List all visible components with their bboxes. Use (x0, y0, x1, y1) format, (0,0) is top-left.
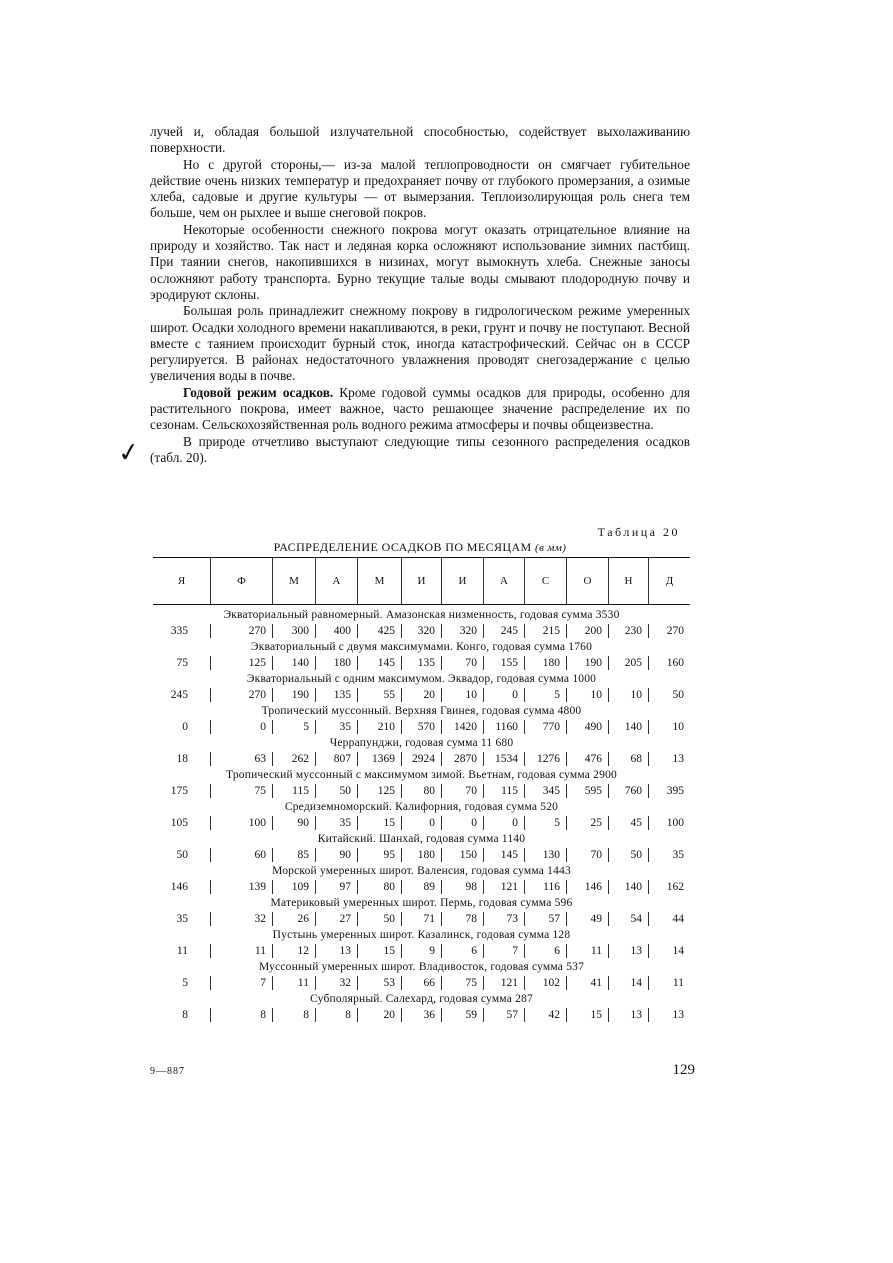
table-cell: 66 (402, 976, 442, 990)
month-header: Ф (211, 558, 273, 604)
table-cell: 12 (273, 944, 316, 958)
table-cell: 32 (211, 912, 273, 926)
table-cell: 807 (316, 752, 358, 766)
paragraph-text: Но с другой стороны,— из-за малой теплопроводности он смягчает губительное действие очень низких температур и предохраняет почву от глубокого промерзания, а озимые хлеба, садовые и другие культуры — от вымерзания. Теплоизолирующая роль снега тем больше, чем он рыхлее и выше снеговой покров. (150, 156, 690, 221)
table-cell: 14 (672, 945, 684, 957)
table-cell: 78 (442, 912, 484, 926)
margin-check-mark: ✓ (116, 436, 142, 470)
table-cell: 395 (666, 785, 684, 797)
month-header: И (442, 558, 484, 604)
table-cell: 57 (525, 912, 567, 926)
table-cell: 13 (609, 944, 649, 958)
table-cell: 50 (609, 848, 649, 862)
table-cell: 146 (567, 880, 609, 894)
paragraph-text: лучей и, обладая большой излучательной способностью, содействует выхолаживанию поверхности. (150, 124, 690, 156)
page-number: 129 (672, 1062, 695, 1078)
table-cell: 180 (402, 848, 442, 862)
table-cell: 85 (273, 848, 316, 862)
table-cell: 109 (273, 880, 316, 894)
table-cell: 20 (358, 1008, 402, 1022)
table-cell: 10 (567, 688, 609, 702)
table-cell: 54 (609, 912, 649, 926)
month-header: И (402, 558, 442, 604)
table-cell: 760 (609, 784, 649, 798)
table-cell: 13 (672, 753, 684, 765)
table-cell: 0 (153, 720, 211, 734)
table-title (150, 540, 690, 555)
table-cell: 146 (153, 880, 211, 894)
table-cell: 116 (525, 880, 567, 894)
table-cell: 139 (211, 880, 273, 894)
table-cell: 100 (211, 816, 273, 830)
table-cell: 89 (402, 880, 442, 894)
table-cell: 245 (484, 624, 525, 638)
table-cell: 35 (316, 720, 358, 734)
month-header: А (484, 558, 525, 604)
table-cell: 59 (442, 1008, 484, 1022)
table-cell: 140 (273, 656, 316, 670)
month-header: Д (665, 575, 674, 587)
table-cell: 1160 (484, 720, 525, 734)
table-cell: 0 (484, 688, 525, 702)
paragraph (150, 434, 690, 467)
table-cell: 75 (442, 976, 484, 990)
table-cell: 57 (484, 1008, 525, 1022)
table-cell: 270 (211, 688, 273, 702)
table-cell: 425 (358, 624, 402, 638)
month-header: М (358, 558, 402, 604)
table-cell: 8 (273, 1008, 316, 1022)
table-cell: 8 (316, 1008, 358, 1022)
table-cell: 2924 (402, 752, 442, 766)
table-row (153, 975, 690, 992)
table-number-label: Таблица 20 (597, 525, 680, 539)
table-row (153, 719, 690, 736)
table-cell: 95 (358, 848, 402, 862)
table-cell: 26 (273, 912, 316, 926)
paragraph-text: В природе отчетливо выступают следующие типы сезонного распределения осадков (табл. 20). (150, 433, 690, 465)
table-row (153, 1007, 690, 1024)
month-header: М (273, 558, 316, 604)
body-text (150, 124, 690, 466)
table-cell: 121 (484, 976, 525, 990)
table-title-text: РАСПРЕДЕЛЕНИЕ ОСАДКОВ ПО МЕСЯЦАМ (273, 540, 532, 554)
row-caption: Тропический муссонный. Верхняя Гвинея, годовая сумма 4800 (261, 705, 582, 717)
table-row (153, 751, 690, 768)
paragraph-text: Большая роль принадлежит снежному покрову в гидрологическом режиме умеренных широт. Осадки холодного времени накапливаются, в реки, грунт и почву не поступают. Весной вместе с таянием происходит бурный сток, иногда катастрофический. Сейчас он в СССР регулируется. В районах недостаточного увлажнения проводят снегозадержание с целью увеличения воды в почве. (150, 303, 690, 384)
table-header-row (153, 557, 690, 605)
table-cell: 160 (666, 657, 684, 669)
table-row (153, 623, 690, 640)
table-cell: 150 (442, 848, 484, 862)
table-cell: 345 (525, 784, 567, 798)
table-cell: 68 (609, 752, 649, 766)
table-cell: 200 (567, 624, 609, 638)
table-cell: 115 (484, 784, 525, 798)
row-caption: Морской умеренных широт. Валенсия, годовая сумма 1443 (272, 865, 571, 877)
table-cell: 1369 (358, 752, 402, 766)
month-header: А (316, 558, 358, 604)
table-cell: 70 (442, 656, 484, 670)
table-cell: 15 (567, 1008, 609, 1022)
table-cell: 11 (672, 977, 684, 989)
table-cell: 50 (316, 784, 358, 798)
table-cell: 140 (609, 880, 649, 894)
table-cell: 50 (672, 689, 684, 701)
table-cell: 320 (442, 624, 484, 638)
table-cell: 5 (525, 688, 567, 702)
table-cell: 8 (153, 1008, 211, 1022)
table-cell: 0 (442, 816, 484, 830)
table-cell: 6 (525, 944, 567, 958)
table-cell: 36 (402, 1008, 442, 1022)
table-row (153, 655, 690, 672)
table-cell: 1420 (442, 720, 484, 734)
table-cell: 175 (153, 784, 211, 798)
table-cell: 7 (484, 944, 525, 958)
table-cell: 15 (358, 944, 402, 958)
precipitation-table (153, 557, 690, 1024)
table-cell: 70 (442, 784, 484, 798)
table-cell: 75 (211, 784, 273, 798)
row-caption: Экваториальный с двумя максимумами. Конго, годовая сумма 1760 (250, 641, 593, 653)
table-row (153, 815, 690, 832)
table-cell: 180 (525, 656, 567, 670)
table-body (153, 605, 690, 1024)
table-cell: 71 (402, 912, 442, 926)
table-row (153, 879, 690, 896)
table-cell: 25 (567, 816, 609, 830)
table-cell: 18 (153, 752, 211, 766)
table-cell: 0 (484, 816, 525, 830)
table-cell: 50 (358, 912, 402, 926)
table-cell: 13 (672, 1009, 684, 1021)
table-cell: 98 (442, 880, 484, 894)
table-cell: 55 (358, 688, 402, 702)
table-cell: 90 (273, 816, 316, 830)
table-cell: 5 (273, 720, 316, 734)
table-cell: 245 (153, 688, 211, 702)
table-cell: 75 (153, 656, 211, 670)
table-cell: 125 (358, 784, 402, 798)
table-cell: 125 (211, 656, 273, 670)
row-caption: Материковый умеренных широт. Пермь, годовая сумма 596 (270, 897, 573, 909)
table-cell: 11 (211, 944, 273, 958)
row-caption: Субполярный. Салехард, годовая сумма 287 (310, 993, 533, 1005)
row-caption: Экваториальный равномерный. Амазонская низменность, годовая сумма 3530 (223, 609, 620, 621)
table-cell: 5 (153, 976, 211, 990)
table-cell: 180 (316, 656, 358, 670)
month-header: О (567, 558, 609, 604)
table-cell: 0 (211, 720, 273, 734)
row-caption: Черрапунджи, годовая сумма 11 680 (329, 737, 514, 749)
table-cell: 115 (273, 784, 316, 798)
table-cell: 400 (316, 624, 358, 638)
table-cell: 11 (567, 944, 609, 958)
table-cell: 145 (358, 656, 402, 670)
table-cell: 100 (666, 817, 684, 829)
table-cell: 97 (316, 880, 358, 894)
paragraph-text: Некоторые особенности снежного покрова могут оказать отрицательное влияние на природу и хозяйство. Так наст и ледяная корка осложняют использование зимних пастбищ. При таянии снегов, накопившихся в низинах, могут вымокнуть хлеба. Снежные заносы осложняют работу транспорта. Бурно текущие талые воды смывают плодородную почву и эродируют склоны. (150, 221, 690, 302)
row-caption: Пустынь умеренных широт. Казалинск, годовая сумма 128 (272, 929, 571, 941)
table-cell: 35 (672, 849, 684, 861)
table-cell: 140 (609, 720, 649, 734)
table-cell: 60 (211, 848, 273, 862)
table-cell: 145 (484, 848, 525, 862)
table-cell: 5 (525, 816, 567, 830)
table-cell: 27 (316, 912, 358, 926)
table-row (153, 783, 690, 800)
table-cell: 42 (525, 1008, 567, 1022)
paragraph (150, 124, 690, 157)
table-cell: 210 (358, 720, 402, 734)
table-cell: 102 (525, 976, 567, 990)
table-cell: 215 (525, 624, 567, 638)
table-cell: 90 (316, 848, 358, 862)
table-cell: 41 (567, 976, 609, 990)
table-cell: 105 (153, 816, 211, 830)
table-cell: 13 (609, 1008, 649, 1022)
table-cell: 6 (442, 944, 484, 958)
table-cell: 44 (672, 913, 684, 925)
table-cell: 162 (666, 881, 684, 893)
table-cell: 35 (153, 912, 211, 926)
paragraph (150, 303, 690, 384)
table-cell: 49 (567, 912, 609, 926)
table-cell: 0 (402, 816, 442, 830)
row-caption: Тропический муссонный с максимумом зимой. Вьетнам, годовая сумма 2900 (226, 769, 617, 781)
paragraph-text: Кроме годовой суммы осадков для природы, особенно для растительного покрова, имеет важное, часто решающее значение распределение их по сезонам. Сельскохозяйственная роль водного режима атмосферы и почвы общеизвестна. (150, 384, 690, 433)
table-cell: 10 (442, 688, 484, 702)
month-header: Н (609, 558, 649, 604)
table-cell: 190 (273, 688, 316, 702)
row-caption: Муссонный умеренных широт. Владивосток, годовая сумма 537 (258, 961, 585, 973)
table-cell: 155 (484, 656, 525, 670)
table-cell: 320 (402, 624, 442, 638)
table-title-unit: (в мм) (535, 542, 567, 554)
table-cell: 490 (567, 720, 609, 734)
table-cell: 53 (358, 976, 402, 990)
month-header: Я (153, 558, 211, 604)
table-cell: 230 (609, 624, 649, 638)
table-cell: 476 (567, 752, 609, 766)
table-cell: 135 (316, 688, 358, 702)
table-cell: 10 (609, 688, 649, 702)
row-caption: Средиземноморский. Калифорния, годовая сумма 520 (284, 801, 559, 813)
table-cell: 300 (273, 624, 316, 638)
table-cell: 80 (402, 784, 442, 798)
row-caption: Китайский. Шанхай, годовая сумма 1140 (317, 833, 526, 845)
table-cell: 570 (402, 720, 442, 734)
table-row (153, 687, 690, 704)
table-cell: 11 (153, 944, 211, 958)
table-cell: 13 (316, 944, 358, 958)
printer-signature: 9—887 (150, 1066, 185, 1077)
table-cell: 10 (672, 721, 684, 733)
table-cell: 63 (211, 752, 273, 766)
table-cell: 8 (211, 1008, 273, 1022)
table-cell: 15 (358, 816, 402, 830)
table-cell: 2870 (442, 752, 484, 766)
paragraph (150, 222, 690, 303)
table-cell: 11 (273, 976, 316, 990)
table-cell: 20 (402, 688, 442, 702)
table-cell: 45 (609, 816, 649, 830)
table-cell: 130 (525, 848, 567, 862)
table-cell: 50 (153, 848, 211, 862)
table-cell: 770 (525, 720, 567, 734)
row-caption: Экваториальный с одним максимумом. Эквадор, годовая сумма 1000 (246, 673, 597, 685)
table-cell: 7 (211, 976, 273, 990)
table-cell: 1276 (525, 752, 567, 766)
table-cell: 270 (211, 624, 273, 638)
table-cell: 73 (484, 912, 525, 926)
table-cell: 9 (402, 944, 442, 958)
table-row (153, 847, 690, 864)
table-cell: 35 (316, 816, 358, 830)
table-cell: 190 (567, 656, 609, 670)
table-cell: 135 (402, 656, 442, 670)
table-cell: 14 (609, 976, 649, 990)
table-row (153, 911, 690, 928)
paragraph (150, 385, 690, 434)
table-cell: 80 (358, 880, 402, 894)
paragraph (150, 157, 690, 222)
table-cell: 1534 (484, 752, 525, 766)
table-cell: 262 (273, 752, 316, 766)
table-cell: 32 (316, 976, 358, 990)
paragraph-bold-lead: Годовой режим осадков. (183, 384, 334, 400)
table-cell: 121 (484, 880, 525, 894)
table-cell: 335 (153, 624, 211, 638)
table-cell: 270 (666, 625, 684, 637)
table-cell: 595 (567, 784, 609, 798)
table-row (153, 943, 690, 960)
table-cell: 205 (609, 656, 649, 670)
table-cell: 70 (567, 848, 609, 862)
month-header: С (525, 558, 567, 604)
